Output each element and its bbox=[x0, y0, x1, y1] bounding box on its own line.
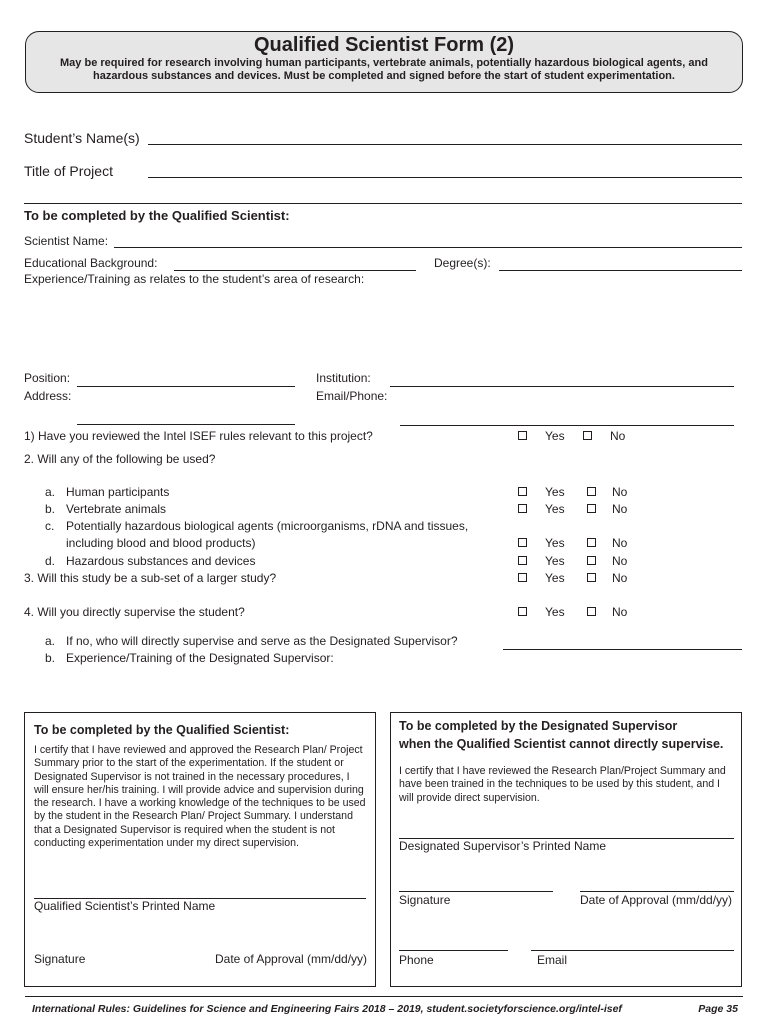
scientist-name-field[interactable] bbox=[114, 247, 742, 248]
q2b-yes-label: Yes bbox=[545, 502, 565, 516]
right-box-title-line2: when the Qualified Scientist cannot directly supervise. bbox=[399, 737, 724, 751]
supervisor-phone-label: Phone bbox=[399, 953, 434, 967]
q2d-marker: d. bbox=[45, 554, 56, 568]
q1-no-label: No bbox=[610, 429, 626, 443]
question-2b: Vertebrate animals bbox=[66, 502, 167, 516]
institution-field[interactable] bbox=[390, 386, 734, 387]
degrees-label: Degree(s): bbox=[434, 256, 491, 270]
question-2c-line2: including blood and blood products) bbox=[66, 536, 256, 550]
page-number: Page 35 bbox=[698, 1003, 738, 1015]
q2b-yes-checkbox[interactable] bbox=[518, 504, 527, 513]
institution-label: Institution: bbox=[316, 371, 371, 385]
q4-no-label: No bbox=[612, 605, 628, 619]
question-1: 1) Have you reviewed the Intel ISEF rules relevant to this project? bbox=[24, 429, 373, 443]
supervisor-phone-field[interactable] bbox=[399, 950, 508, 951]
scientist-date-label: Date of Approval (mm/dd/yy) bbox=[215, 952, 368, 966]
supervisor-signature-field[interactable] bbox=[399, 891, 553, 892]
right-box-statement: I certify that I have reviewed the Research Plan/Project Summary and have been trained in the techniques to be used by this student, and I will provide direct supervision. bbox=[399, 765, 726, 804]
question-2d: Hazardous substances and devices bbox=[66, 554, 256, 568]
q1-yes-checkbox[interactable] bbox=[518, 431, 527, 440]
q2c-yes-checkbox[interactable] bbox=[518, 538, 527, 547]
form-title: Qualified Scientist Form (2) bbox=[253, 34, 515, 56]
question-2a: Human participants bbox=[66, 485, 170, 499]
left-box-title: To be completed by the Qualified Scientist: bbox=[34, 723, 290, 737]
q3-yes-checkbox[interactable] bbox=[518, 573, 527, 582]
question-4a: If no, who will directly supervise and serve as the Designated Supervisor? bbox=[66, 634, 458, 648]
footer-text: International Rules: Guidelines for Science and Engineering Fairs 2018 – 2019, student.societyforscience.org/intel-isef bbox=[32, 1003, 622, 1015]
scientist-section-heading: To be completed by the Qualified Scientist: bbox=[24, 208, 290, 223]
supervisor-signature-label: Signature bbox=[399, 893, 451, 907]
q3-no-checkbox[interactable] bbox=[587, 573, 596, 582]
q1-yes-label: Yes bbox=[545, 429, 565, 443]
email-phone-label: Email/Phone: bbox=[316, 389, 388, 403]
q2b-no-label: No bbox=[612, 502, 628, 516]
q2c-no-label: No bbox=[612, 536, 628, 550]
question-2c-line1: Potentially hazardous biological agents (microorganisms, rDNA and tissues, bbox=[66, 519, 469, 533]
q2d-yes-checkbox[interactable] bbox=[518, 556, 527, 565]
supervisor-date-label: Date of Approval (mm/dd/yy) bbox=[580, 893, 733, 907]
scientist-name-label: Scientist Name: bbox=[24, 234, 109, 248]
q2d-no-checkbox[interactable] bbox=[587, 556, 596, 565]
right-box-title-line1: To be completed by the Designated Supervisor bbox=[399, 719, 678, 733]
education-label: Educational Background: bbox=[24, 256, 158, 270]
q4-yes-label: Yes bbox=[545, 605, 565, 619]
position-label: Position: bbox=[24, 371, 71, 385]
q4b-marker: b. bbox=[45, 651, 56, 665]
section-divider bbox=[24, 203, 742, 204]
q2a-yes-label: Yes bbox=[545, 485, 565, 499]
question-3: 3. Will this study be a sub-set of a larger study? bbox=[24, 571, 277, 585]
scientist-signature-label: Signature bbox=[34, 952, 86, 966]
q2c-no-checkbox[interactable] bbox=[587, 538, 596, 547]
supervisor-printed-name-label: Designated Supervisor’s Printed Name bbox=[399, 839, 606, 853]
question-4: 4. Will you directly supervise the student? bbox=[24, 605, 245, 619]
scientist-printed-name-label: Qualified Scientist’s Printed Name bbox=[34, 899, 216, 913]
degrees-field[interactable] bbox=[499, 270, 742, 271]
footer-rule bbox=[25, 996, 743, 997]
supervisor-email-label: Email bbox=[537, 953, 568, 967]
question-4b: Experience/Training of the Designated Supervisor: bbox=[66, 651, 334, 665]
supervisor-date-field[interactable] bbox=[580, 891, 734, 892]
q2c-marker: c. bbox=[45, 519, 55, 533]
supervisor-email-field[interactable] bbox=[531, 950, 734, 951]
q2a-no-label: No bbox=[612, 485, 628, 499]
q2d-yes-label: Yes bbox=[545, 554, 565, 568]
q4-yes-checkbox[interactable] bbox=[518, 607, 527, 616]
experience-label: Experience/Training as relates to the student’s area of research: bbox=[24, 272, 365, 286]
q4a-marker: a. bbox=[45, 634, 56, 648]
project-title-label: Title of Project bbox=[24, 163, 113, 179]
q1-no-checkbox[interactable] bbox=[583, 431, 592, 440]
q2c-yes-label: Yes bbox=[545, 536, 565, 550]
q2b-marker: b. bbox=[45, 502, 56, 516]
address-field[interactable] bbox=[77, 424, 295, 425]
email-phone-field[interactable] bbox=[400, 425, 734, 426]
q2b-no-checkbox[interactable] bbox=[587, 504, 596, 513]
project-title-field[interactable] bbox=[148, 177, 742, 178]
q2a-no-checkbox[interactable] bbox=[587, 487, 596, 496]
left-box-statement: I certify that I have reviewed and approved the Research Plan/ Project Summary prior to the start of the experimentation. If the student or Designated Supervisor is not trained in the necessary procedures, I will ensure her/his training. I will provide advice and supervision during the research. I have a working knowledge of the techniques to be used by the student in the Research Plan/ Project Summary. I understand that a Designated Supervisor is required when the student is not conducting experimentation under my direct supervision. bbox=[34, 744, 366, 850]
position-field[interactable] bbox=[77, 386, 295, 387]
student-names-label: Student’s Name(s) bbox=[24, 130, 140, 146]
q2a-marker: a. bbox=[45, 485, 56, 499]
form-subtitle: May be required for research involving human participants, vertebrate animals, potentially hazardous biological agents, and hazardous substances and devices. Must be completed and signed before the start of student experimentation. bbox=[60, 57, 708, 83]
address-label: Address: bbox=[24, 389, 72, 403]
education-field[interactable] bbox=[174, 270, 416, 271]
q3-no-label: No bbox=[612, 571, 628, 585]
question-2: 2. Will any of the following be used? bbox=[24, 452, 216, 466]
student-names-field[interactable] bbox=[148, 144, 742, 145]
designated-supervisor-field[interactable] bbox=[503, 649, 742, 650]
q2a-yes-checkbox[interactable] bbox=[518, 487, 527, 496]
q2d-no-label: No bbox=[612, 554, 628, 568]
q4-no-checkbox[interactable] bbox=[587, 607, 596, 616]
q3-yes-label: Yes bbox=[545, 571, 565, 585]
